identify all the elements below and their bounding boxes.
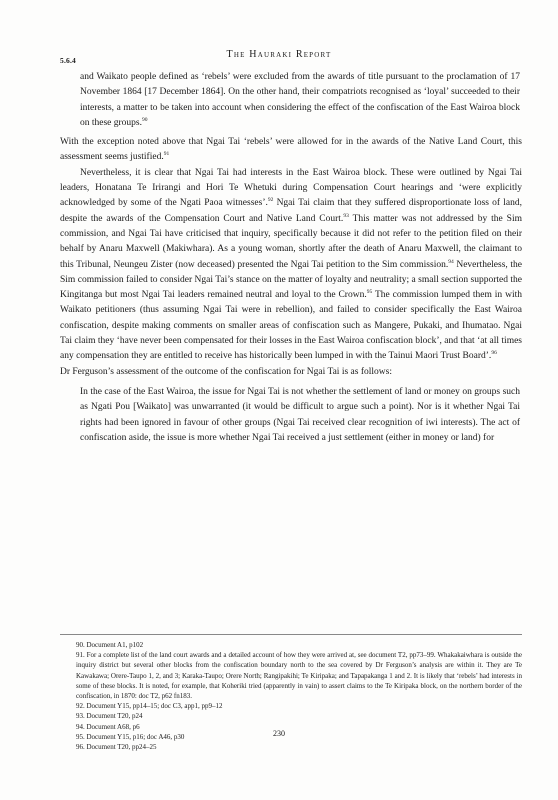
page-number: 230	[273, 729, 285, 738]
footnote-ref[interactable]: 95	[366, 289, 373, 296]
paragraph-ferguson-intro: Dr Ferguson’s assessment of the outcome of the confiscation for Ngai Tai is as follows:	[60, 366, 392, 377]
quote-text: and Waikato people defined as ‘rebels’ were excluded from the awards of title pursuant to the proclamation of 17 November 1864 [17 December 1864]. On the other hand, their compatriots recognised as ‘loyal’ succeeded to their interests, a matter to be taken into account when considering the effect of the confiscation of the East Wairoa block on these groups.	[80, 72, 520, 128]
paragraph-text: This matter was not addressed by the Sim commission, and Ngai Tai have criticised that inquiry, specifically because it did not refer to the petition filed on their behalf by Anaru Maxwell (Makiwhara). As a young woman, shortly after the death of Anaru Maxwell, the claimant to this Tribunal, Neungeu Zister (now deceased) presented the Ngai Tai petition to the Sim commission.	[60, 213, 522, 270]
paragraph-text: Nevertheless, the Sim commission failed to consider Ngai Tai’s stance on the matter of loyalty and neutrality; a small section supported the Kingitanga but most Ngai Tai leaders remained neutral and loyal to the Crown.	[60, 259, 523, 301]
footnote-item: 96. Document T20, pp24–25	[76, 743, 157, 752]
footnote-ref[interactable]: 90	[142, 116, 148, 123]
paragraph-text: With the exception noted above that Ngai Tai ‘rebels’ were allowed for in the awards of the Native Land Court, this assessment seems justified.	[60, 137, 522, 163]
footnote-ref[interactable]: 92	[267, 197, 274, 204]
footnote-ref[interactable]: 91	[163, 151, 170, 158]
block-quote-bottom: In the case of the East Wairoa, the issue for Ngai Tai is not whether the settlement of land or money on groups such as Ngati Pou [Waikato] was unwarranted (it would be difficult to argue such a point). Nor is it whether Ngai Tai rights had been ignored in favour of other groups (Ngai Tai received clear recognition of iwi interests). The act of confiscation aside, the issue is more whether Ngai Tai received a just settlement (either in money or land) for	[80, 386, 520, 443]
paragraph-ngai-tai-interests	[60, 166, 522, 365]
footnote-item: 92. Document Y15, pp14–15; doc C3, app1, pp9–12	[76, 702, 223, 711]
paragraph-text: Nevertheless, it is clear that Ngai Tai had interests in the East Wairoa block. These were outlined by Ngai Tai leaders, Honatana Te Irirangi and Hori Te Whetuki during Compensation Court hearings and ‘were explicitly acknowledged by some of the Ngati Paoa witnesses’.	[60, 167, 522, 209]
footnote-item: 95. Document Y15, p16; doc A46, p30	[76, 732, 185, 741]
paragraph-text: The commission lumped them in with Waikato petitioners (thus assuming Ngai Tai were in rebellion), and failed to consider specifically the East Wairoa confiscation, despite making comments on smaller areas of confiscation such as Mangere, Pukaki, and Ihumatao. Ngai Tai claim they ‘have never been compensated for their losses in the East Wairoa confiscation block’, and that ‘at all times any compensation they are entitled to receive has historically been lumped in with the Tainui Maori Trust Board’.	[60, 290, 522, 362]
footnote-divider	[60, 634, 522, 635]
footnote-item: 91. For a complete list of the land court awards and a detailed account of how they were arrived at, see document T2, pp73–99. Whakakaiwhara is outside the inquiry district but several other blocks from the confiscation boundary north to the sea covered by Dr Ferguson’s analysis are within it. They are Te Kawakawa; Orere-Taupo 1, 2, and 3; Karaka-Taupo; Orere North; Rangipakihi; Te Kiripaka; and Tapapakanga 1 and 2. It is likely that ‘rebels’ had interests in some of these blocks. It is noted, for example, that Koheriki tried (apparently in vain) to assert claims to the Te Kiripaka block, on the northern border of the confiscation, in 1870: doc T2, p62 fn183.	[76, 651, 522, 701]
block-quote-top	[60, 70, 522, 131]
running-head: The Hauraki Report	[226, 49, 332, 60]
section-number: 5.6.4	[60, 56, 76, 65]
footnote-ref[interactable]: 94	[448, 258, 454, 265]
footnote-item: 93. Document T20, p24	[76, 712, 143, 721]
footnote-ref[interactable]: 93	[343, 212, 349, 219]
paragraph-text: Ngai Tai claim that they suffered disproportionate loss of land, despite the awards of the Compensation Court and Native Land Court.	[60, 198, 523, 224]
footnote-item: 90. Document A1, p102	[76, 641, 144, 649]
main-text	[60, 70, 522, 446]
paragraph-conclusion	[60, 135, 522, 166]
footnote-ref[interactable]: 96	[491, 350, 497, 357]
footnote-item: 94. Document A68, p6	[76, 722, 140, 731]
